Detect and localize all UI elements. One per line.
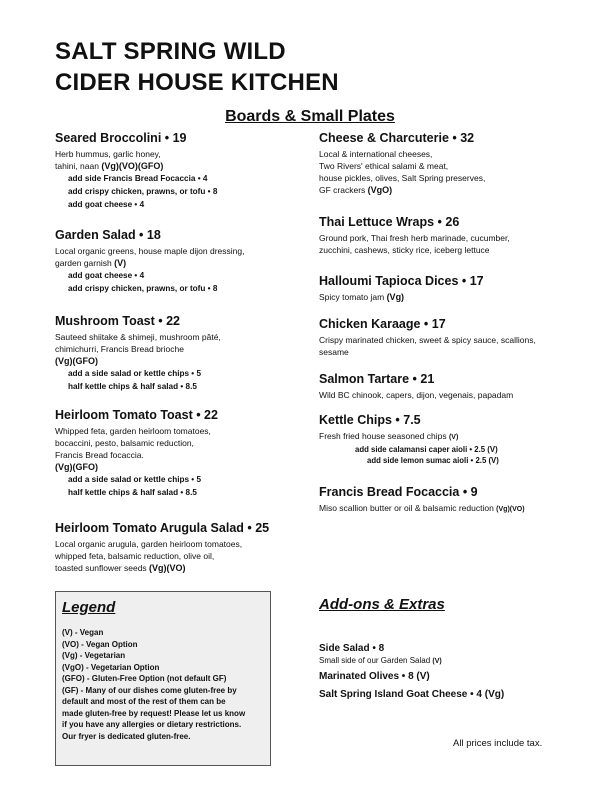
menu-item — [319, 130, 589, 196]
restaurant-title — [55, 36, 339, 98]
item-description: Local organic arugula, garden heirloom tomatoes, whipped feta, balsamic reduction, olive oil, toasted sunflower seeds (Vg)(VO) — [55, 539, 243, 573]
diet-tag: (Vg)(VO)(GFO) — [101, 161, 164, 171]
item-description: Miso scallion butter or oil & balsamic reduction (Vg)(VO) — [319, 503, 525, 513]
item-name: Garden Salad • 18 — [55, 228, 161, 242]
item-description: Sauteed shiitake & shimeji, mushroom pâté, chimichurri, Francis Bread brioche — [55, 332, 221, 354]
diet-tag: (V) — [448, 434, 459, 441]
addon-line: add a side salad or kettle chips • 5 — [68, 369, 202, 378]
legend-box — [55, 591, 271, 766]
addon-line: add crispy chicken, prawns, or tofu • 8 — [68, 284, 218, 293]
item-description: Spicy tomato jam (Vg) — [319, 292, 405, 302]
legend-line: default and most of the rest of them can be — [62, 697, 226, 706]
item-name: Thai Lettuce Wraps • 26 — [319, 215, 460, 229]
diet-tag: (Vg)(VO) — [149, 563, 186, 573]
item-description: Crispy marinated chicken, sweet & spicy sauce, scallions, sesame — [319, 335, 536, 357]
item-name: Cheese & Charcuterie • 32 — [319, 131, 475, 145]
extra-item — [319, 642, 589, 667]
item-description: Herb hummus, garlic honey, tahini, naan (Vg)(VO)(GFO) — [55, 149, 164, 171]
addon-line: half kettle chips & half salad • 8.5 — [68, 382, 197, 391]
legend-line: (Vg) - Vegetarian — [62, 651, 126, 660]
diet-tag: (Vg)(VO) — [496, 506, 525, 513]
item-name: Chicken Karaage • 17 — [319, 317, 446, 331]
item-name: Francis Bread Focaccia • 9 — [319, 485, 478, 499]
diet-tag: (VgO) — [367, 185, 393, 195]
item-description: Local & international cheeses, Two Rivers' ethical salami & meat, house pickles, olives, Salt Spring preserves, GF crackers (VgO) — [319, 149, 486, 195]
addon-line: add crispy chicken, prawns, or tofu • 8 — [68, 187, 218, 196]
item-name: Kettle Chips • 7.5 — [319, 413, 421, 427]
legend-line: made gluten-free by request! Please let us know — [62, 708, 246, 718]
menu-item — [319, 214, 589, 256]
title-line-2: CIDER HOUSE KITCHEN — [55, 69, 339, 96]
extra-name: Salt Spring Island Goat Cheese • 4 (Vg) — [319, 689, 505, 700]
menu-item — [319, 484, 589, 516]
tax-note: All prices include tax. — [453, 738, 543, 749]
item-name: Salmon Tartare • 21 — [319, 372, 435, 386]
addon-line: add side lemon sumac aioli • 2.5 (V) — [367, 456, 499, 465]
diet-tag: (Vg) — [386, 292, 405, 302]
legend-line: (V) - Vegan — [62, 628, 104, 637]
title-line-1: SALT SPRING WILD — [55, 38, 286, 65]
legend-line: (GFO) - Gluten-Free Option (not default GF) — [62, 674, 227, 683]
menu-item — [55, 407, 320, 499]
section-heading: Boards & Small Plates — [225, 108, 395, 125]
item-description: Wild BC chinook, capers, dijon, vegenais, papadam — [319, 390, 514, 400]
menu-item — [319, 273, 589, 303]
menu-item — [319, 316, 589, 358]
legend-title: Legend — [62, 599, 116, 616]
addon-line: add side Francis Bread Focaccia • 4 — [68, 174, 208, 183]
item-name: Seared Broccolini • 19 — [55, 131, 187, 145]
addon-line: add goat cheese • 4 — [68, 200, 145, 209]
menu-item — [55, 130, 320, 211]
menu-item — [319, 412, 589, 466]
item-name: Mushroom Toast • 22 — [55, 314, 180, 328]
item-name: Halloumi Tapioca Dices • 17 — [319, 274, 484, 288]
extra-description: Small side of our Garden Salad (V) — [319, 656, 442, 665]
addons-heading: Add-ons & Extras — [319, 596, 445, 613]
addon-line: add side calamansi caper aioli • 2.5 (V) — [355, 445, 498, 454]
diet-tag: (Vg)(GFO) — [55, 462, 98, 472]
extra-item — [319, 688, 589, 701]
item-description: Whipped feta, garden heirloom tomatoes, bocaccini, pesto, balsamic reduction, Francis Bread focaccia. — [55, 426, 211, 460]
item-name: Heirloom Tomato Arugula Salad • 25 — [55, 521, 270, 535]
item-description: Ground pork, Thai fresh herb marinade, cucumber, zucchini, cashews, sticky rice, iceberg lettuce — [319, 233, 510, 255]
addon-line: add a side salad or kettle chips • 5 — [68, 475, 202, 484]
menu-item — [55, 313, 320, 393]
legend-line: (VgO) - Vegetarian Option — [62, 662, 160, 672]
diet-tag: (V) — [432, 658, 442, 665]
item-description: Fresh fried house seasoned chips (V) — [319, 431, 459, 441]
extra-name: Side Salad • 8 — [319, 643, 385, 654]
extra-name: Marinated Olives • 8 (V) — [319, 671, 430, 682]
extra-item — [319, 670, 589, 683]
legend-line: Our fryer is dedicated gluten-free. — [62, 731, 191, 741]
item-name: Heirloom Tomato Toast • 22 — [55, 408, 218, 422]
menu-item — [319, 371, 589, 401]
menu-item — [55, 520, 320, 574]
diet-tag: (Vg)(GFO) — [55, 356, 98, 366]
legend-line: (GF) - Many of our dishes come gluten-free by — [62, 685, 237, 695]
menu-item — [55, 227, 320, 295]
diet-tag: (V) — [114, 258, 127, 268]
addon-line: half kettle chips & half salad • 8.5 — [68, 488, 197, 497]
item-description: Local organic greens, house maple dijon dressing, garden garnish (V) — [55, 246, 245, 268]
legend-line: if you have any allergies or dietary restrictions. — [62, 720, 242, 729]
legend-line: (VO) - Vegan Option — [62, 639, 138, 649]
addon-line: add goat cheese • 4 — [68, 271, 145, 280]
